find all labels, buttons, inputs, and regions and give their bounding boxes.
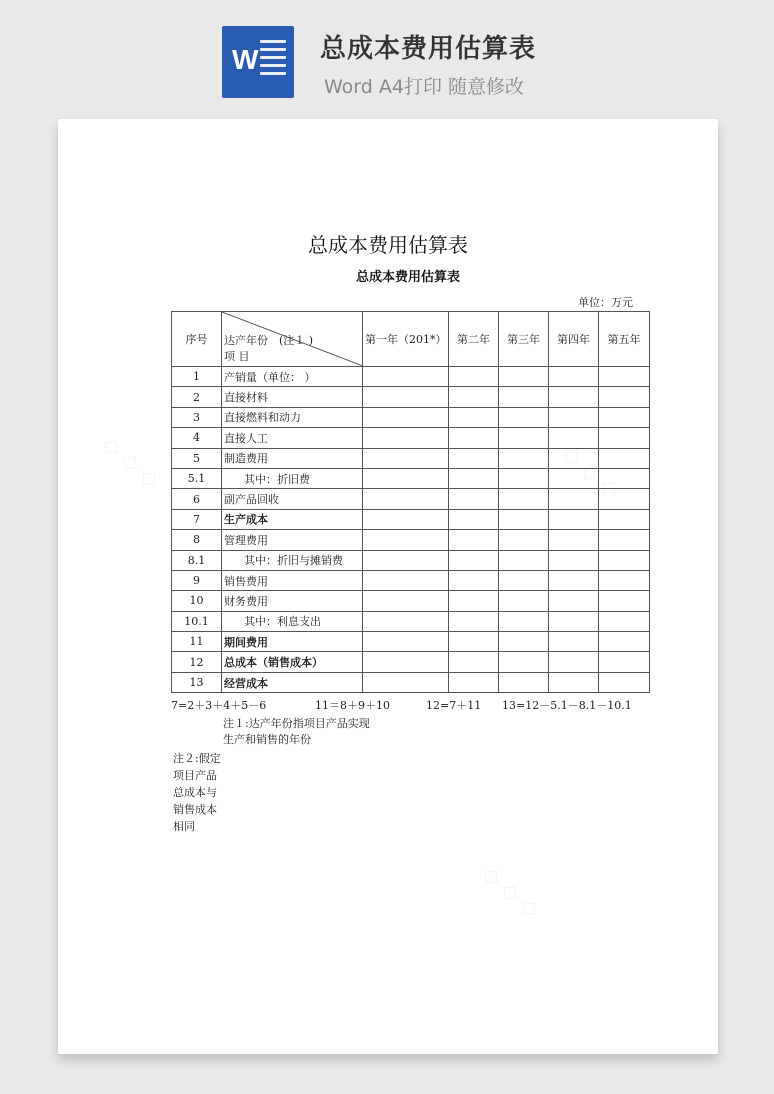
table-row	[172, 367, 650, 387]
row-item: 总成本（销售成本）	[222, 652, 363, 672]
row-item: 生产成本	[222, 509, 363, 529]
table-row	[172, 530, 650, 550]
year-value-cell[interactable]	[599, 530, 650, 550]
document-page	[58, 119, 718, 1054]
year-value-cell[interactable]	[449, 591, 499, 611]
formula-2: 11＝8＋9＋10	[315, 699, 390, 712]
year-value-cell[interactable]	[499, 489, 549, 509]
year-value-cell[interactable]	[599, 387, 650, 407]
row-item: 直接燃料和动力	[222, 407, 363, 427]
header-year-1: 第一年（201*）	[363, 312, 449, 367]
year-value-cell[interactable]	[363, 489, 449, 509]
row-number: 10	[172, 591, 222, 611]
year-value-cell[interactable]	[449, 489, 499, 509]
row-item: 直接材料	[222, 387, 363, 407]
row-number: 6	[172, 489, 222, 509]
row-number: 8	[172, 530, 222, 550]
table-row	[172, 632, 650, 652]
row-number: 10.1	[172, 611, 222, 631]
row-item: 管理费用	[222, 530, 363, 550]
row-number: 11	[172, 632, 222, 652]
year-value-cell[interactable]	[449, 448, 499, 468]
year-value-cell[interactable]	[363, 652, 449, 672]
watermark-bottom	[477, 861, 544, 923]
table-row	[172, 407, 650, 427]
year-value-cell[interactable]	[499, 448, 549, 468]
table-row	[172, 591, 650, 611]
year-value-cell[interactable]	[363, 611, 449, 631]
year-value-cell[interactable]	[449, 468, 499, 488]
year-value-cell[interactable]	[599, 468, 650, 488]
year-value-cell[interactable]	[549, 672, 599, 692]
year-value-cell[interactable]	[499, 407, 549, 427]
year-value-cell[interactable]	[363, 550, 449, 570]
header-diag-bottom: 项 目	[224, 350, 250, 363]
year-value-cell[interactable]	[599, 570, 650, 590]
year-value-cell[interactable]	[499, 570, 549, 590]
header-year-2: 第二年	[449, 312, 499, 367]
header-year-3: 第三年	[499, 312, 549, 367]
row-number: 12	[172, 652, 222, 672]
year-value-cell[interactable]	[449, 611, 499, 631]
header-year-5: 第五年	[599, 312, 650, 367]
row-number: 5.1	[172, 468, 222, 488]
year-value-cell[interactable]	[449, 632, 499, 652]
row-number: 5	[172, 448, 222, 468]
word-icon	[222, 26, 294, 98]
year-value-cell[interactable]	[363, 530, 449, 550]
year-value-cell[interactable]	[599, 509, 650, 529]
year-value-cell[interactable]	[449, 652, 499, 672]
document-title: 总成本费用估算表	[308, 233, 468, 257]
row-item: 副产品回收	[222, 489, 363, 509]
table-row	[172, 468, 650, 488]
year-value-cell[interactable]	[499, 509, 549, 529]
year-value-cell[interactable]	[499, 652, 549, 672]
year-value-cell[interactable]	[549, 387, 599, 407]
row-item: 直接人工	[222, 428, 363, 448]
year-value-cell[interactable]	[599, 367, 650, 387]
year-value-cell[interactable]	[549, 652, 599, 672]
row-item: 其中：利息支出	[222, 611, 363, 631]
year-value-cell[interactable]	[499, 367, 549, 387]
year-value-cell[interactable]	[449, 428, 499, 448]
row-item: 经营成本	[222, 672, 363, 692]
year-value-cell[interactable]	[363, 632, 449, 652]
year-value-cell[interactable]	[599, 550, 650, 570]
year-value-cell[interactable]	[549, 367, 599, 387]
year-value-cell[interactable]	[549, 428, 599, 448]
year-value-cell[interactable]	[599, 632, 650, 652]
year-value-cell[interactable]	[549, 591, 599, 611]
year-value-cell[interactable]	[363, 407, 449, 427]
row-number: 1	[172, 367, 222, 387]
table-row	[172, 570, 650, 590]
year-value-cell[interactable]	[599, 428, 650, 448]
watermark-left	[97, 431, 164, 493]
year-value-cell[interactable]	[599, 591, 650, 611]
word-icon-letter: W	[232, 44, 259, 75]
table-row	[172, 489, 650, 509]
year-value-cell[interactable]	[363, 367, 449, 387]
row-item: 其中：折旧费	[222, 468, 363, 488]
year-value-cell[interactable]	[549, 611, 599, 631]
year-value-cell[interactable]	[599, 448, 650, 468]
year-value-cell[interactable]	[363, 448, 449, 468]
year-value-cell[interactable]	[449, 530, 499, 550]
row-item: 产销量（单位： ）	[222, 367, 363, 387]
year-value-cell[interactable]	[549, 407, 599, 427]
year-value-cell[interactable]	[499, 611, 549, 631]
note-1: 注１:达产年份指项目产品实现生产和销售的年份	[223, 717, 370, 746]
row-item: 制造费用	[222, 448, 363, 468]
row-item: 期间费用	[222, 632, 363, 652]
row-item: 销售费用	[222, 570, 363, 590]
year-value-cell[interactable]	[499, 632, 549, 652]
year-value-cell[interactable]	[363, 468, 449, 488]
year-value-cell[interactable]	[499, 428, 549, 448]
document-subtitle: 总成本费用估算表	[355, 270, 460, 285]
row-item: 其中：折旧与摊销费	[222, 550, 363, 570]
year-value-cell[interactable]	[363, 672, 449, 692]
table-header-row	[172, 312, 650, 367]
year-value-cell[interactable]	[499, 387, 549, 407]
cost-table	[171, 311, 650, 693]
year-value-cell[interactable]	[499, 550, 549, 570]
year-value-cell[interactable]	[499, 672, 549, 692]
year-value-cell[interactable]	[549, 509, 599, 529]
year-value-cell[interactable]	[499, 530, 549, 550]
header-year-4: 第四年	[549, 312, 599, 367]
row-number: 3	[172, 407, 222, 427]
row-number: 4	[172, 428, 222, 448]
table-row	[172, 428, 650, 448]
year-value-cell[interactable]	[449, 550, 499, 570]
table-row	[172, 550, 650, 570]
formula-3: 12=7＋11	[426, 699, 482, 712]
header-no: 序号	[172, 312, 222, 367]
table-row	[172, 448, 650, 468]
row-number: 8.1	[172, 550, 222, 570]
note-2: 注２:假定项目产品总成本与销售成本相同	[173, 752, 221, 833]
row-number: 7	[172, 509, 222, 529]
year-value-cell[interactable]	[549, 489, 599, 509]
year-value-cell[interactable]	[449, 570, 499, 590]
header-diag-top: 达产年份 (注１ )	[224, 334, 314, 347]
header-diagonal-cell	[222, 312, 363, 367]
year-value-cell[interactable]	[549, 530, 599, 550]
year-value-cell[interactable]	[449, 509, 499, 529]
year-value-cell[interactable]	[549, 468, 599, 488]
year-value-cell[interactable]	[449, 672, 499, 692]
formula-1: 7=2＋3＋4＋5－6	[171, 699, 267, 712]
table-row	[172, 611, 650, 631]
row-number: 9	[172, 570, 222, 590]
year-value-cell[interactable]	[363, 387, 449, 407]
year-value-cell[interactable]	[549, 448, 599, 468]
table-row	[172, 509, 650, 529]
year-value-cell[interactable]	[599, 652, 650, 672]
year-value-cell[interactable]	[549, 570, 599, 590]
row-number: 2	[172, 387, 222, 407]
year-value-cell[interactable]	[599, 489, 650, 509]
year-value-cell[interactable]	[363, 509, 449, 529]
year-value-cell[interactable]	[499, 468, 549, 488]
banner-title: 总成本费用估算表	[320, 34, 537, 64]
formula-4: 13=12－5.1－8.1－10.1	[502, 699, 632, 712]
banner-subtitle: Word A4打印 随意修改	[324, 76, 525, 98]
year-value-cell[interactable]	[599, 672, 650, 692]
row-number: 13	[172, 672, 222, 692]
year-value-cell[interactable]	[499, 591, 549, 611]
row-item: 财务费用	[222, 591, 363, 611]
year-value-cell[interactable]	[599, 611, 650, 631]
year-value-cell[interactable]	[363, 591, 449, 611]
banner	[0, 0, 774, 118]
year-value-cell[interactable]	[449, 407, 499, 427]
table-row	[172, 387, 650, 407]
table-row	[172, 652, 650, 672]
year-value-cell[interactable]	[449, 387, 499, 407]
year-value-cell[interactable]	[549, 550, 599, 570]
year-value-cell[interactable]	[363, 428, 449, 448]
table-row	[172, 672, 650, 692]
year-value-cell[interactable]	[363, 570, 449, 590]
unit-label: 单位：万元	[578, 296, 633, 309]
year-value-cell[interactable]	[549, 632, 599, 652]
year-value-cell[interactable]	[449, 367, 499, 387]
year-value-cell[interactable]	[599, 407, 650, 427]
